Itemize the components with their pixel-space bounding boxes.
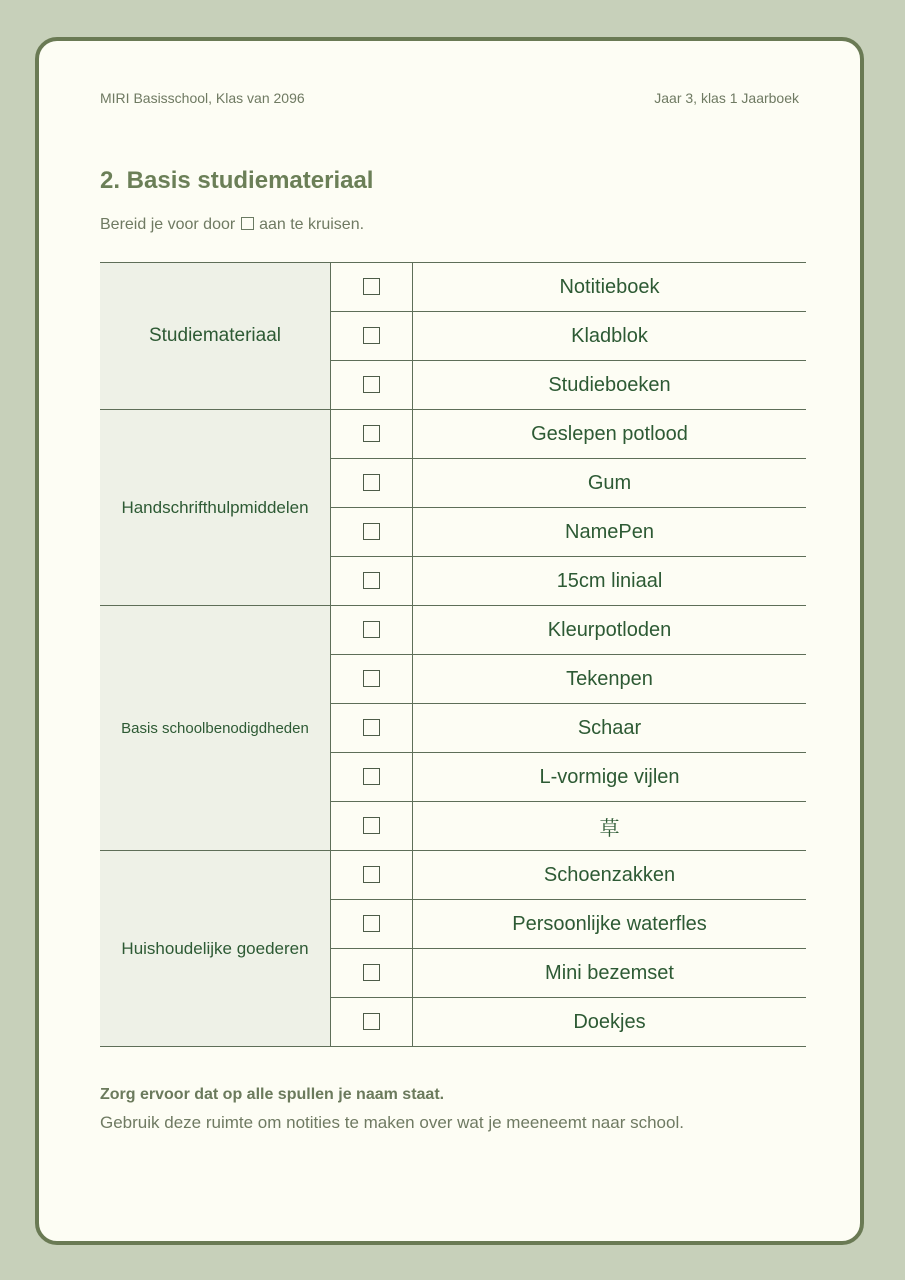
category-school-supplies: Basis schoolbenodigdheden	[100, 606, 331, 851]
checkbox[interactable]	[363, 523, 380, 540]
item-label: Studieboeken	[413, 361, 807, 410]
checkbox-symbol-icon	[241, 217, 254, 230]
intro-text-before: Bereid je voor door	[100, 216, 236, 233]
checkbox-cell[interactable]	[331, 459, 413, 508]
checklist-table	[100, 262, 806, 1047]
checkbox[interactable]	[363, 915, 380, 932]
checkbox-cell[interactable]	[331, 606, 413, 655]
checkbox[interactable]	[363, 817, 380, 834]
checkbox[interactable]	[363, 621, 380, 638]
checkbox-cell[interactable]	[331, 704, 413, 753]
checkbox[interactable]	[363, 964, 380, 981]
checkbox[interactable]	[363, 278, 380, 295]
item-label: 15cm liniaal	[413, 557, 807, 606]
header-school: MIRI Basisschool, Klas van 2096	[100, 90, 305, 106]
category-study-materials: Studiemateriaal	[100, 263, 331, 410]
checkbox-cell[interactable]	[331, 557, 413, 606]
checkbox[interactable]	[363, 719, 380, 736]
checkbox-cell[interactable]	[331, 949, 413, 998]
item-label: Mini bezemset	[413, 949, 807, 998]
table-row	[100, 410, 806, 459]
item-label: Schaar	[413, 704, 807, 753]
checkbox-cell[interactable]	[331, 851, 413, 900]
checkbox-cell[interactable]	[331, 508, 413, 557]
checkbox[interactable]	[363, 474, 380, 491]
intro-text-after: aan te kruisen.	[259, 216, 365, 233]
checkbox[interactable]	[363, 1013, 380, 1030]
item-label: Tekenpen	[413, 655, 807, 704]
checkbox-cell[interactable]	[331, 263, 413, 312]
item-label: NamePen	[413, 508, 807, 557]
name-reminder: Zorg ervoor dat op alle spullen je naam staat.	[100, 1086, 445, 1103]
item-label: Notitieboek	[413, 263, 807, 312]
item-label: Gum	[413, 459, 807, 508]
item-label: 草	[413, 802, 807, 851]
table-row	[100, 263, 806, 312]
category-writing-tools: Handschrifthulpmiddelen	[100, 410, 331, 606]
header-yearbook: Jaar 3, klas 1 Jaarboek	[654, 90, 799, 106]
item-label: Geslepen potlood	[413, 410, 807, 459]
item-label: Kladblok	[413, 312, 807, 361]
item-label: L-vormige vijlen	[413, 753, 807, 802]
item-label: Schoenzakken	[413, 851, 807, 900]
checkbox[interactable]	[363, 376, 380, 393]
checkbox-cell[interactable]	[331, 361, 413, 410]
checkbox-cell[interactable]	[331, 655, 413, 704]
checkbox[interactable]	[363, 866, 380, 883]
category-household-goods: Huishoudelijke goederen	[100, 851, 331, 1047]
checkbox-cell[interactable]	[331, 900, 413, 949]
checkbox-cell[interactable]	[331, 410, 413, 459]
checkbox[interactable]	[363, 572, 380, 589]
checkbox-cell[interactable]	[331, 998, 413, 1047]
checkbox[interactable]	[363, 670, 380, 687]
checkbox-cell[interactable]	[331, 802, 413, 851]
checkbox-cell[interactable]	[331, 312, 413, 361]
table-row	[100, 606, 806, 655]
item-label: Kleurpotloden	[413, 606, 807, 655]
checkbox[interactable]	[363, 425, 380, 442]
table-row	[100, 851, 806, 900]
checkbox[interactable]	[363, 327, 380, 344]
section-title: 2. Basis studiemateriaal	[100, 167, 374, 194]
item-label: Doekjes	[413, 998, 807, 1047]
checkbox[interactable]	[363, 768, 380, 785]
checkbox-cell[interactable]	[331, 753, 413, 802]
item-label: Persoonlijke waterfles	[413, 900, 807, 949]
yearbook-page	[35, 37, 864, 1245]
section-intro	[100, 216, 364, 234]
notes-hint: Gebruik deze ruimte om notities te maken over wat je meeneemt naar school.	[100, 1113, 684, 1132]
